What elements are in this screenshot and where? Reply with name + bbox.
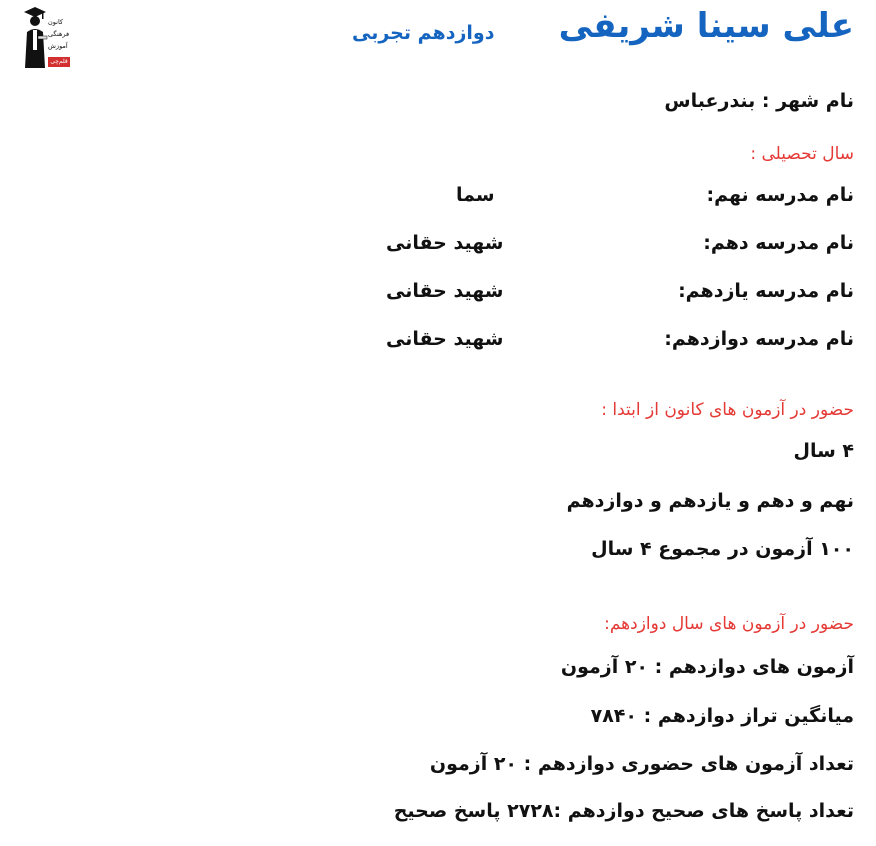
school-grade12-label: نام مدرسه دوازدهم: (664, 328, 854, 350)
kanoon-attendance-title: حضور در آزمون های کانون از ابتدا : (601, 400, 854, 420)
kanoon-years-line: ۴ سال (793, 440, 854, 462)
school-grade9-label: نام مدرسه نهم: (706, 184, 854, 206)
logo-tag: قلم‌چی (48, 57, 70, 67)
school-grade10-label: نام مدرسه دهم: (703, 232, 854, 254)
school-grade12-value: شهید حقانی (386, 328, 504, 350)
grade12-correct-answers-line: تعداد پاسخ های صحیح دوازدهم :۲۷۲۸ پاسخ صحیح (393, 800, 854, 822)
kanoon-grades-line: نهم و دهم و یازدهم و دوازدهم (566, 490, 854, 512)
school-grade11-value: شهید حقانی (386, 280, 504, 302)
city-line: نام شهر : بندرعباس (664, 90, 854, 112)
school-grade11-label: نام مدرسه یازدهم: (678, 280, 854, 302)
graduate-icon (22, 2, 48, 68)
grade12-average-line: میانگین تراز دوازدهم : ۷۸۴۰ (590, 705, 854, 727)
kanoon-logo (22, 2, 70, 68)
grade12-inperson-line: تعداد آزمون های حضوری دوازدهم : ۲۰ آزمون (429, 753, 854, 775)
kanoon-total-line: ۱۰۰ آزمون در مجموع ۴ سال (591, 538, 854, 560)
school-grade9-value: سما (456, 184, 495, 206)
academic-years-title: سال تحصیلی : (750, 144, 854, 164)
grade-label: دوازدهم تجربی (352, 22, 495, 44)
logo-line-3: آموزش (48, 42, 68, 50)
student-name: علی سینا شریفی (558, 6, 854, 46)
logo-line-1: کانون (48, 18, 64, 26)
grade12-exams-line: آزمون های دوازدهم : ۲۰ آزمون (560, 656, 854, 678)
school-grade10-value: شهید حقانی (386, 232, 504, 254)
logo-line-2: فرهنگی (48, 30, 70, 38)
grade12-attendance-title: حضور در آزمون های سال دوازدهم: (604, 614, 854, 634)
